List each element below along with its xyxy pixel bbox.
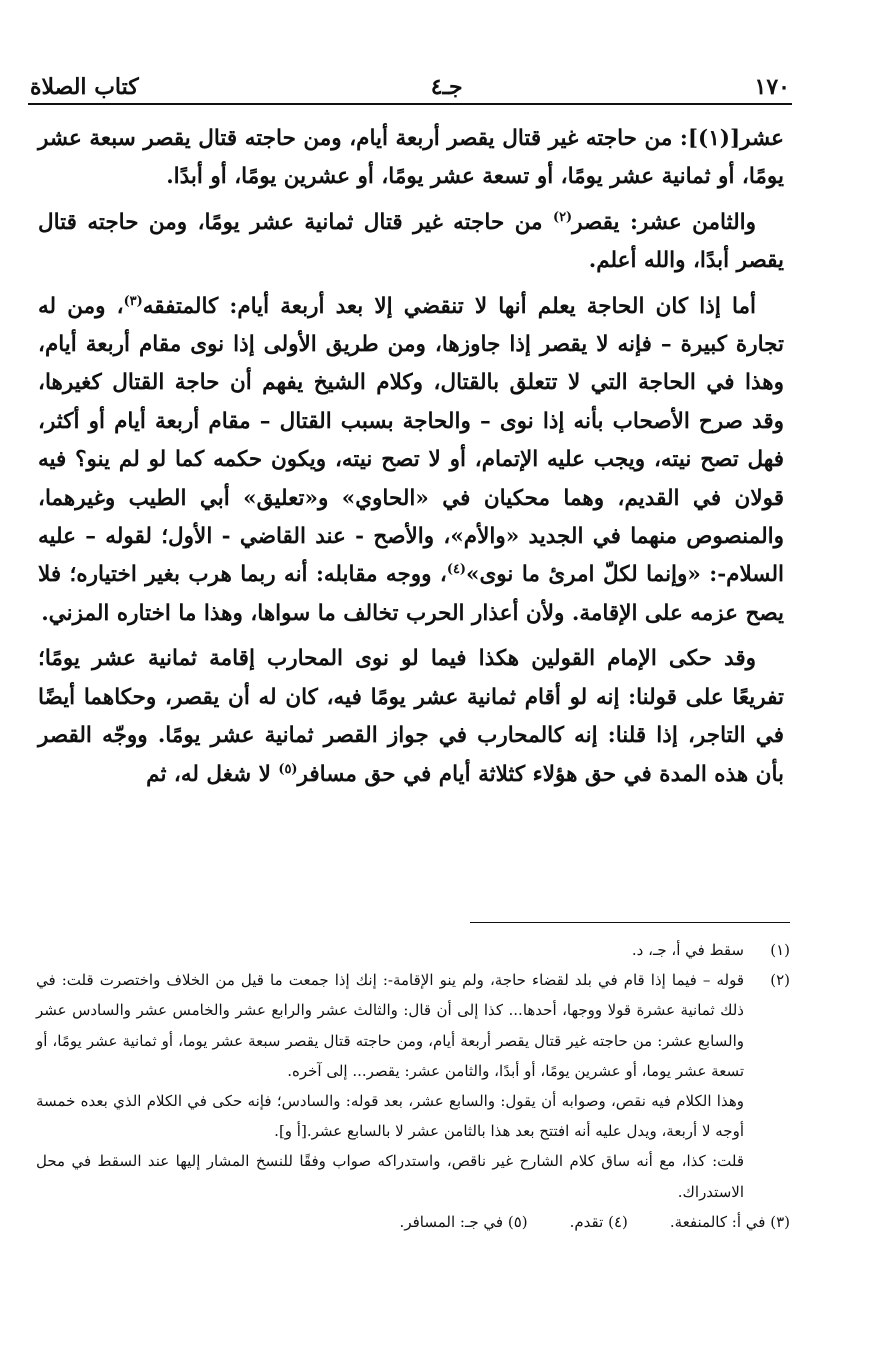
footnote-text: سقط في أ، جـ، د. [631,941,744,959]
paragraph-4: وقد حكى الإمام القولين هكذا فيما لو نوى المحارب إقامة ثمانية عشر يومًا؛ تفريعًا على قولنا: إنه لو أقام ثمانية عشر يومًا فيه، كان له أن يقصر، وحكاهما أيضًا في التاجر، إذا قلنا: إنه كالمحارب في جواز القصر ثمانية عشر يومًا. ووجّه القصر بأن هذه المدة في حق هؤلاء كثلاثة أيام في حق مسافر$^{(٥)}$ لا شغل له، ثم [38,646,784,787]
page-header [30,60,790,100]
footnote-2 [36,965,790,1207]
footnote-number: (١) [770,941,790,959]
footnote-3: (٣) في أ: كالمنفعة. [669,1212,790,1231]
footnote-5: (٥) في جـ: المسافر. [399,1212,528,1231]
paragraph-2: والثامن عشر: يقصر$^{(٢)}$ من حاجته غير قتال ثمانية عشر يومًا، ومن حاجته قتال يقصر أبدًا، والله أعلم. [38,209,784,274]
footnote-ref-3: (٣) [123,293,143,309]
footnotes-3-5 [36,1207,790,1237]
footnote-rule [470,922,790,923]
footnotes [36,935,790,1237]
footnote-ref-5: (٥) [278,761,298,777]
paragraph-1: عشر[(١)]: من حاجته غير قتال يقصر أربعة أيام، ومن حاجته قتال يقصر سبعة عشر يومًا، أو ثمانية عشر يومًا، أو تسعة عشر يومًا، أو عشرين يومًا، أو أبدًا. [38,126,784,190]
footnote-ref-2: (٢) [553,209,573,225]
footnote-number: (٢) [770,971,790,990]
book-title: كتاب الصلاة [30,74,139,100]
volume-label: جـ٤ [430,74,463,100]
footnote-4: (٤) تقدم. [569,1212,628,1231]
footnote-ref-4: (٤) [446,562,467,578]
footnote-1 [36,935,790,965]
page-number: ١٧٠ [754,74,790,100]
paragraph-3: أما إذا كان الحاجة يعلم أنها لا تنقضي إلا بعد أربعة أيام: كالمتفقه$^{(٣)}$، ومن له تجارة كبيرة – فإنه لا يقصر إذا جاوزها، ومن طريق الأولى إذا نوى مقام أربعة أيام، وهذا في الحاجة التي لا تتعلق بالقتال، وكلام الشيخ يفهم أن حاجة القتال كغيرها، وقد صرح الأصحاب بأنه إذا نوى – والحاجة بسبب القتال – مقام أربعة أيام أو أكثر، فهل تصح نيته، ويجب عليه الإتمام، أو لا تصح نيته، ويكون حكمه كما لو لم ينو؟ فيه قولان في القديم، وهما محكيان في «الحاوي» و«تعليق» أبي الطيب وغيرهما، والمنصوص منهما في الجديد «والأم»، والأصح - عند القاضي - الأول؛ لقوله – عليه السلام-: «وإنما لكلّ امرئ ما نوى»$^{(٤)}$، ووجه مقابله: أنه ربما هرب بغير اختياره؛ فلا يصح عزمه على الإقامة. ولأن أعذار الحرب تخالف ما سواها، وهذا ما اختاره المزني. [38,293,784,626]
footnote-text: قوله – فيما إذا قام في بلد لقضاء حاجة، ولم ينو الإقامة-: إنك إذا جمعت ما قيل من الخلاف واختصرت قلت: في ذلك ثمانية عشرة قولا ووجها، أحدها... كذا إلى أن قال: والثالث عشر والرابع عشر والخامس عشر والسادس عشر والسابع عشر: من حاجته غير قتال يقصر أربعة أيام، ومن حاجته قتال يقصر سبعة عشر يوما، أو ثمانية عشر يومًا، أو تسعة عشر يوما، أو عشرين يومًا، أو أبدًا، والثامن عشر: يقصر... إلى آخره. وهذا الكلام فيه نقص، وصوابه أن يقول: والسابع عشر، بعد قوله: والسادس؛ فإنه حكى في الكلام الذي بعده خمسة أوجه لا أربعة، ويدل عليه أنه افتتح بعد هذا بالثامن عشر لا بالسابع عشر.[أ و]. قلت: كذا، مع أنه ساق كلام الشارح غير ناقص، واستدراكه صواب وفقًا للنسخ المشار إليها عند السقط في محل الاستدراك. [36,971,744,1201]
main-text [38,120,784,801]
header-rule [28,103,792,105]
